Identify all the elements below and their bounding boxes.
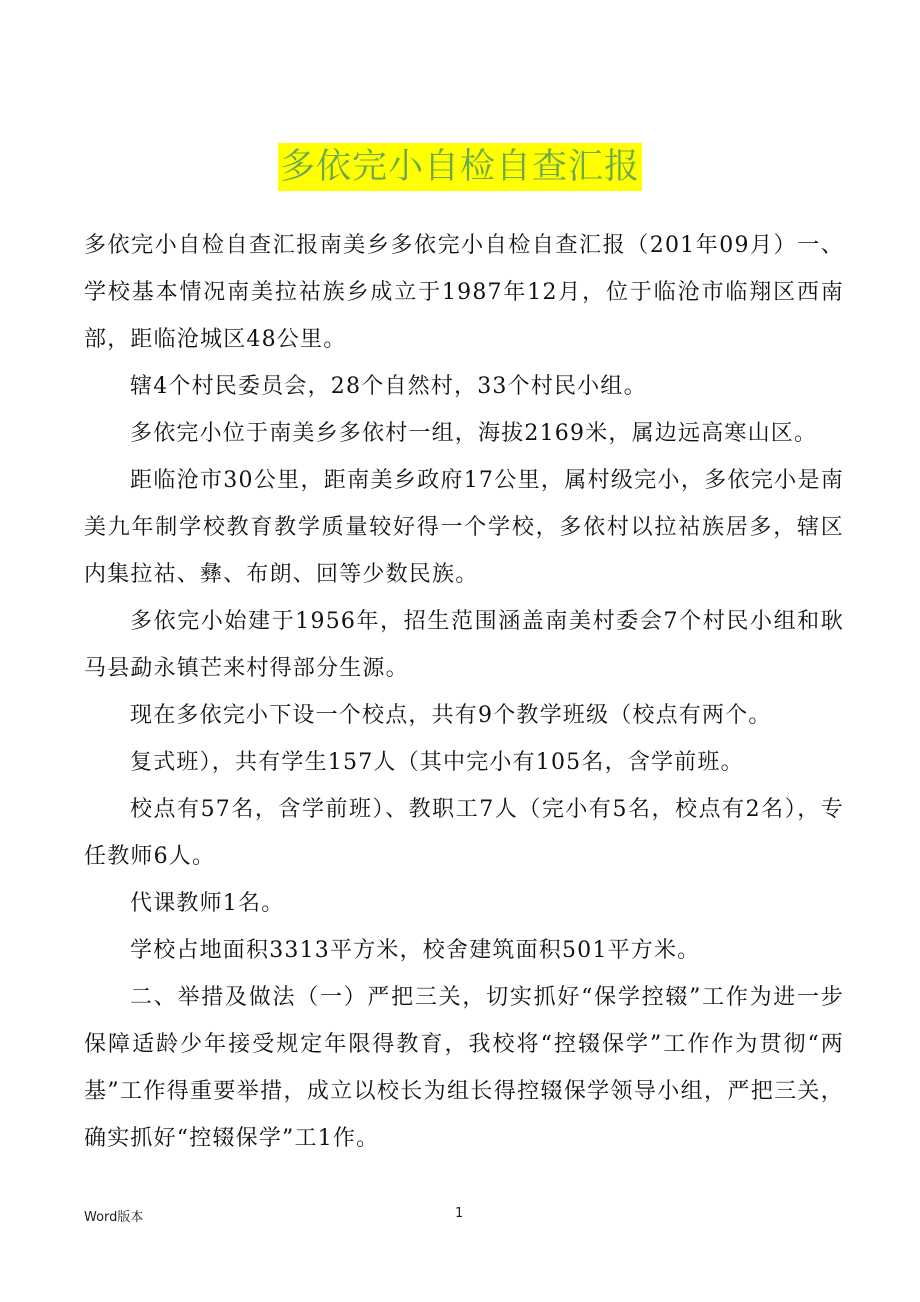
page-footer xyxy=(0,1206,920,1230)
document-title: 多依完小自检自查汇报 xyxy=(278,143,642,191)
document-body xyxy=(84,222,844,1162)
paragraph: 多依完小位于南美乡多依村一组，海拔2169米，属边远高寒山区。 xyxy=(130,421,818,446)
title-container xyxy=(0,143,920,191)
paragraph: 辖4个村民委员会，28个自然村，33个村民小组。 xyxy=(130,374,647,399)
paragraph: 学校占地面积3313平方米，校舍建筑面积501平方米。 xyxy=(130,938,701,963)
paragraph: 距临沧市30公里，距南美乡政府17公里，属村级完小，多依完小是南美九年制学校教育教学质量较好得一个学校，多依村以拉祜族居多，辖区内集拉祜、彝、布朗、回等少数民族。 xyxy=(84,468,844,587)
paragraph: 多依完小始建于1956年，招生范围涵盖南美村委会7个村民小组和耿马县勐永镇芒来村得部分生源。 xyxy=(84,609,844,681)
footer-label: Word版本 xyxy=(84,1210,144,1225)
paragraph: 现在多依完小下设一个校点，共有9个教学班级（校点有两个。 xyxy=(130,703,772,728)
paragraph: 代课教师1名。 xyxy=(130,891,285,916)
paragraph: 校点有57名，含学前班）、教职工7人（完小有5名，校点有2名），专任教师6人。 xyxy=(84,797,844,869)
page-number: 1 xyxy=(455,1206,464,1221)
paragraph: 多依完小自检自查汇报南美乡多依完小自检自查汇报（201年09月）一、学校基本情况南美拉祜族乡成立于1987年12月，位于临沧市临翔区西南部，距临沧城区48公里。 xyxy=(84,233,844,352)
paragraph: 复式班），共有学生157人（其中完小有105名，含学前班。 xyxy=(130,750,744,775)
paragraph: 二、举措及做法（一）严把三关，切实抓好“保学控辍”工作为进一步保障适龄少年接受规定年限得教育，我校将“控辍保学”工作作为贯彻“两基”工作得重要举措，成立以校长为组长得控辍保学领导小组，严把三关，确实抓好“控辍保学”工1作。 xyxy=(84,985,844,1151)
